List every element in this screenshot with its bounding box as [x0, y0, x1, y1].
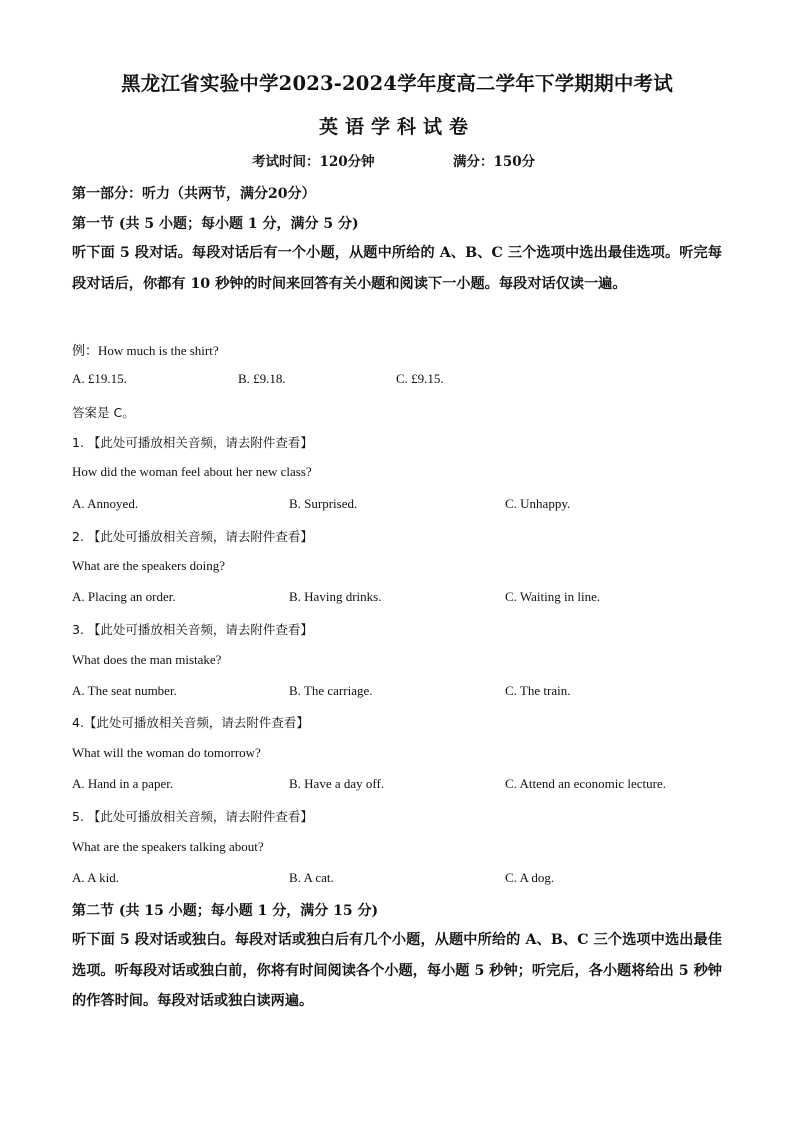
q4-option-c: C. Attend an economic lecture.	[505, 776, 667, 791]
q5-audio[interactable]: 5. 【此处可播放相关音频，请去附件查看】	[72, 809, 313, 824]
q2-text: What are the speakers doing?	[72, 558, 226, 573]
q2-option-a: A. Placing an order.	[72, 589, 176, 604]
section1-heading: 第一节 (共 5 小题；每小题 1 分，满分 5 分)	[72, 216, 359, 232]
part1-heading: 第一部分：听力（共两节，满分20分）	[72, 186, 316, 202]
section2-instructions: 听下面 5 段对话或独白。每段对话或独白后有几个小题，从题中所给的 A、B、C 三个选项中选出最佳选项。听每段对话或独白前，你将有时间阅读各个小题，每小题 5 秒钟；听完后，各小题将给出 5 秒钟的作答时间。每段对话或独白读两遍。	[72, 932, 722, 1009]
q4-option-a: A. Hand in a paper.	[72, 776, 174, 791]
q2-audio[interactable]: 2. 【此处可播放相关音频，请去附件查看】	[72, 529, 313, 544]
q3-text: What does the man mistake?	[72, 652, 222, 667]
q5-option-b: B. A cat.	[289, 870, 334, 885]
full-score: 满分：150分	[453, 154, 536, 170]
q3-option-b: B. The carriage.	[289, 683, 373, 698]
subject-title: 英语学科试卷	[318, 116, 475, 138]
q2-option-c: C. Waiting in line.	[505, 589, 601, 604]
q4-audio[interactable]: 4.【此处可播放相关音频，请去附件查看】	[72, 715, 309, 730]
example-question: 例：How much is the shirt?	[72, 343, 219, 358]
example-option-c: C. £9.15.	[396, 371, 444, 386]
q4-option-b: B. Have a day off.	[289, 776, 385, 791]
q1-option-a: A. Annoyed.	[72, 496, 139, 511]
example-option-a: A. £19.15.	[72, 371, 127, 386]
q1-text: How did the woman feel about her new class?	[72, 464, 312, 479]
q5-text: What are the speakers talking about?	[72, 839, 264, 854]
q4-text: What will the woman do tomorrow?	[72, 745, 261, 760]
example-option-b: B. £9.18.	[238, 371, 286, 386]
q1-audio[interactable]: 1. 【此处可播放相关音频，请去附件查看】	[72, 435, 313, 450]
exam-time: 考试时间：120分钟	[252, 154, 375, 170]
q3-option-a: A. The seat number.	[72, 683, 177, 698]
q3-audio[interactable]: 3. 【此处可播放相关音频，请去附件查看】	[72, 622, 313, 637]
q1-option-b: B. Surprised.	[289, 496, 358, 511]
q5-option-c: C. A dog.	[505, 870, 555, 885]
example-answer: 答案是 C。	[72, 405, 135, 420]
q1-option-c: C. Unhappy.	[505, 496, 571, 511]
q5-option-a: A. A kid.	[72, 870, 119, 885]
section2-heading: 第二节 (共 15 小题；每小题 1 分，满分 15 分)	[72, 903, 379, 919]
q3-option-c: C. The train.	[505, 683, 571, 698]
section1-instructions: 听下面 5 段对话。每段对话后有一个小题，从题中所给的 A、B、C 三个选项中选出最佳选项。听完每段对话后，你都有 10 秒钟的时间来回答有关小题和阅读下一小题。每段对话仅读一遍。	[72, 245, 722, 292]
q2-option-b: B. Having drinks.	[289, 589, 382, 604]
exam-title: 黑龙江省实验中学2023-2024学年度高二学年下学期期中考试	[121, 72, 673, 95]
